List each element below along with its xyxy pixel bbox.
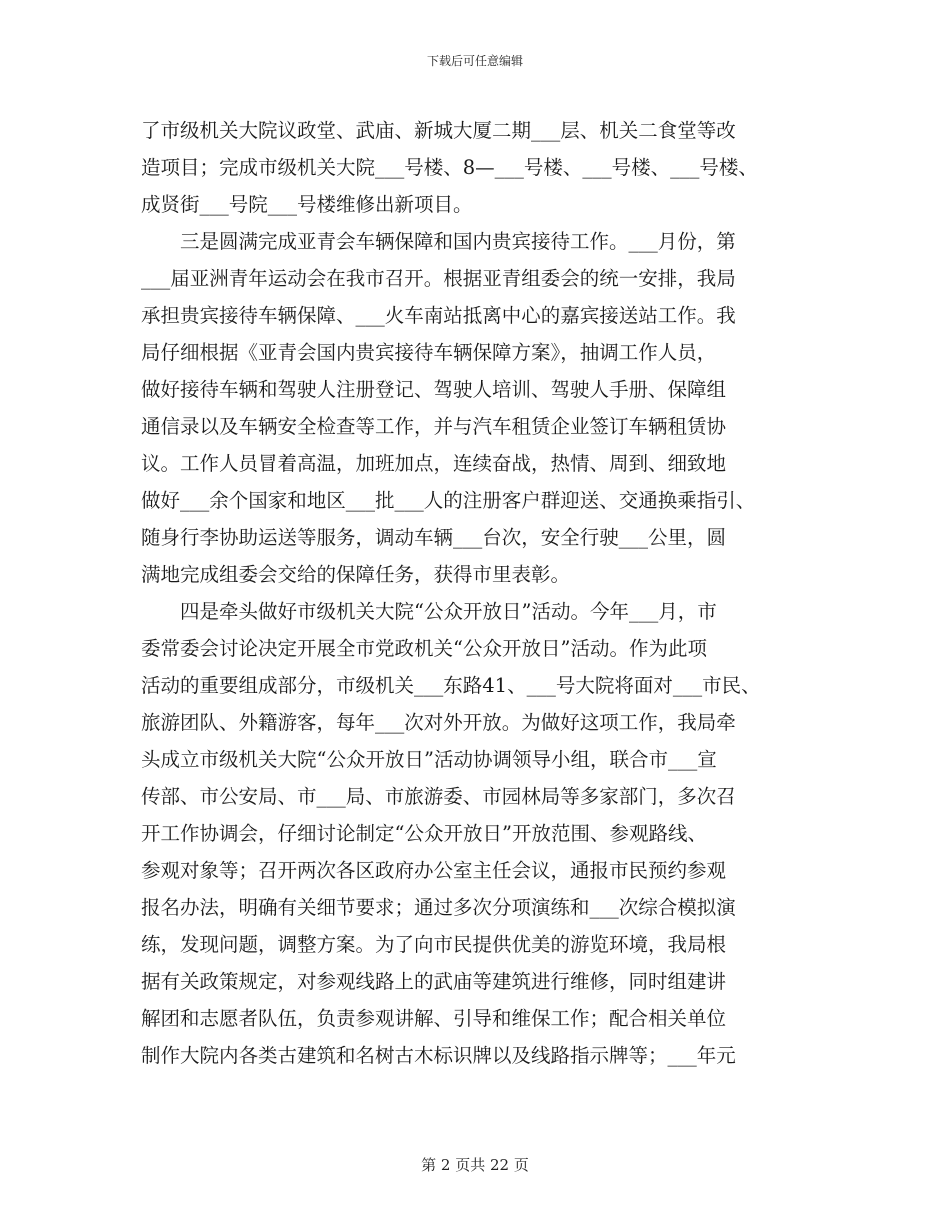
text-line: 开工作协调会，仔细讨论制定“公众开放日”开放范围、参观路线、 (141, 822, 707, 845)
text-line: 头成立市级机关大院“公众开放日”活动协调领导小组，联合市___宣 (141, 748, 717, 771)
text-line: 随身行李协助运送等服务，调动车辆___台次，安全行驶___公里，圆 (141, 526, 727, 549)
text-line: 旅游团队、外籍游客，每年___次对外开放。为做好这项工作，我局牵 (141, 711, 736, 734)
text-line: 委常委会讨论决定开展全市党政机关“公众开放日”活动。作为此项 (141, 637, 707, 660)
text-line: 满地完成组委会交给的保障任务，获得市里表彰。 (141, 563, 571, 586)
text-line: 成贤街___号院___号楼维修出新项目。 (141, 193, 473, 216)
text-line: 据有关政策规定，对参观线路上的武庙等建筑进行维修，同时组建讲 (141, 970, 727, 993)
text-line: 活动的重要组成部分，市级机关___东路41、___号大院将面对___市民、 (141, 674, 761, 697)
text-line: 制作大院内各类古建筑和名树古木标识牌以及线路指示牌等；___年元 (141, 1044, 736, 1067)
text-line: 了市级机关大院议政堂、武庙、新城大厦二期___层、机关二食堂等改 (141, 119, 736, 142)
text-line: 报名办法，明确有关细节要求；通过多次分项演练和___次综合模拟演 (141, 896, 736, 919)
text-line: 通信录以及车辆安全检查等工作，并与汽车租赁企业签订车辆租赁协 (141, 415, 727, 438)
document-body (141, 112, 813, 1074)
text-line: 四是牵头做好市级机关大院“公众开放日”活动。今年___月，市 (141, 600, 717, 623)
text-line: 练，发现问题，调整方案。为了向市民提供优美的游览环境，我局根 (141, 933, 727, 956)
text-line: 参观对象等；召开两次各区政府办公室主任会议，通报市民预约参观 (141, 859, 727, 882)
text-line: 造项目；完成市级机关大院___号楼、8—___号楼、___号楼、___号楼、 (141, 156, 758, 179)
text-line: 解团和志愿者队伍，负责参观讲解、引导和维保工作；配合相关单位 (141, 1007, 727, 1030)
text-line: 议。工作人员冒着高温，加班加点，连续奋战，热情、周到、细致地 (141, 452, 727, 475)
page-footer: 第 2 页共 22 页 (421, 1156, 529, 1174)
text-line: 传部、市公安局、市___局、市旅游委、市园林局等多家部门，多次召 (141, 785, 736, 808)
text-line: 承担贵宾接待车辆保障、___火车南站抵离中心的嘉宾接送站工作。我 (141, 304, 736, 327)
text-line: 局仔细根据《亚青会国内贵宾接待车辆保障方案》，抽调工作人员， (141, 341, 717, 364)
text-line: 做好___余个国家和地区___批___人的注册客户群迎送、交通换乘指引、 (141, 489, 756, 512)
text-line: 做好接待车辆和驾驶人注册登记、驾驶人培训、驾驶人手册、保障组 (141, 378, 727, 401)
page-header: 下载后可任意编辑 (426, 54, 523, 68)
text-line: 三是圆满完成亚青会车辆保障和国内贵宾接待工作。___月份，第 (141, 230, 736, 253)
text-line: ___届亚洲青年运动会在我市召开。根据亚青组委会的统一安排，我局 (141, 267, 736, 290)
